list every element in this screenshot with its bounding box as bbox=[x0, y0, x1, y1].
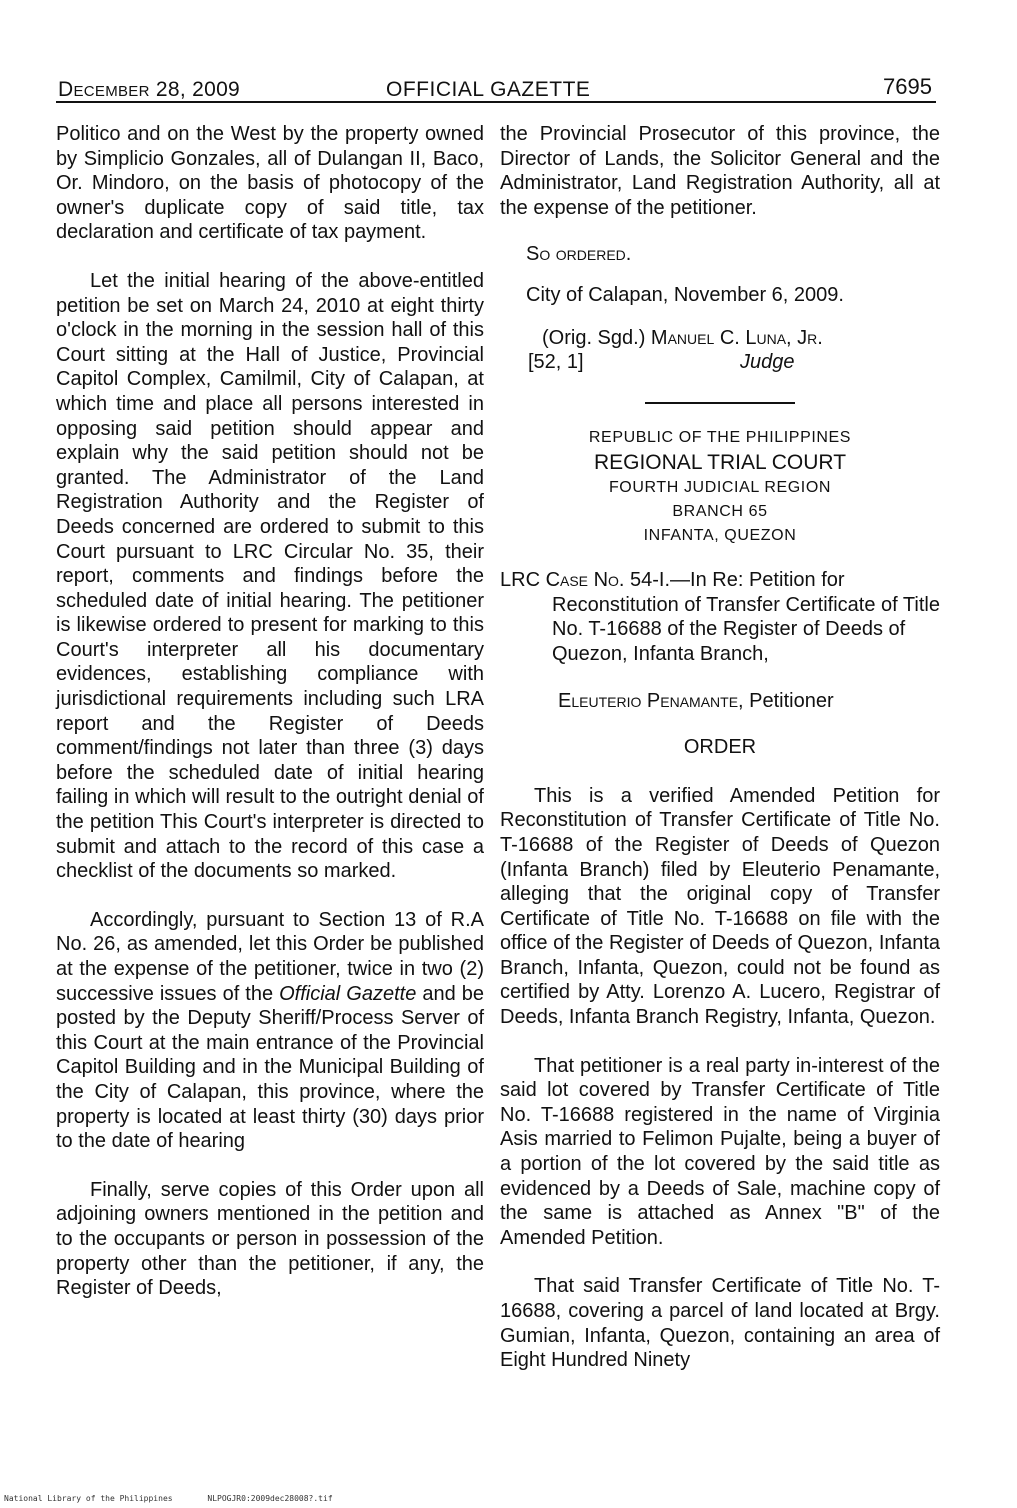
left-paragraph-3-end: and be posted by the Deputy Sheriff/Process Server of this Court at the main entrance of the Provincial Capitol Building and in the Municipal Building of the City of Calapan, this province, where the property is located at least thirty (30) days prior to the date of hearing bbox=[56, 982, 485, 1153]
left-paragraph-2: Let the initial hearing of the above-entitled petition be set on March 24, 2010 at eight thirty o'clock in the morning in the session hall of this Court sitting at the Hall of Justice, Provincial Capitol Complex, Camilmil, City of Calapan, at which time and place all persons interested in opposing said petition should appear and explain why the said petition should not be granted. The Administrator of the Land Registration Authority and the Register of Deeds concerned are ordered to submit to this Court pursuant to LRC Circular No. 35, their report, comments and findings before the scheduled date of initial hearing. The petitioner is likewise ordered to present for marking to this Court's interpreter all his documentary evidences, establishing compliance with jurisdictional requirements including such LRA report and the Register of Deeds comment/findings not later than three (3) days before the scheduled date of initial hearing failing in which will result to the outright denial of the petition This Court's interpreter is directed to submit and attach to the record of this case a checklist of the documents so marked. bbox=[56, 269, 484, 883]
right-paragraph-2: This is a verified Amended Petition for Reconstitution of Transfer Certificate of Title No. T-16688 of the Register of Deeds of Quezon (Infanta Branch) filed by Eleuterio Penamante, alleging that the original copy of Transfer Certificate of Title No. T-16688 on file with the office of the Register of Deeds of Quezon, Infanta Branch, Infanta, Quezon, could not be found as certified by Atty. Lorenzo A. Lucero, Registrar of Deeds, Infanta Branch Registry, Infanta, Quezon. bbox=[500, 784, 940, 1029]
case-description: —In Re: Petition for Reconstitution of Transfer Certificate of Title No. T-16688 of the Register of Deeds of Quezon, Infanta Branch, bbox=[552, 569, 940, 665]
left-paragraph-3 bbox=[56, 908, 484, 1154]
petitioner-name: Eleuterio Penamante bbox=[558, 689, 739, 712]
left-column bbox=[56, 122, 484, 1301]
official-gazette-italic: Official Gazette bbox=[279, 982, 417, 1005]
signature-prefix: (Orig. Sgd.) bbox=[542, 326, 651, 349]
left-paragraph-1: Politico and on the West by the property owned by Simplicio Gonzales, all of Dulangan II, Baco, Or. Mindoro, on the basis of photocopy of the owner's duplicate copy of said title, tax declaration and certificate of tax payment. bbox=[56, 123, 484, 244]
right-column bbox=[500, 122, 940, 1373]
publication-title: OFFICIAL GAZETTE bbox=[386, 78, 591, 101]
case-title bbox=[500, 568, 940, 666]
caption-republic: REPUBLIC OF THE PHILIPPINES bbox=[588, 429, 852, 447]
petitioner-line bbox=[500, 689, 940, 714]
judge-name: Manuel C. Luna, Jr. bbox=[650, 326, 823, 349]
issue-date: December 28, 2009 bbox=[58, 78, 241, 101]
signature-row bbox=[500, 350, 940, 376]
reference-number: [52, 1] bbox=[528, 351, 584, 374]
petitioner-role: , Petitioner bbox=[738, 689, 834, 712]
so-ordered: So ordered. bbox=[526, 243, 632, 266]
place-and-date: City of Calapan, November 6, 2009. bbox=[526, 283, 844, 306]
left-paragraph-4: Finally, serve copies of this Order upon all adjoining owners mentioned in the petition and to the occupants or person in possession of the property other than the petitioner, if any, the Register of Deeds, bbox=[56, 1178, 484, 1300]
caption-region: FOURTH JUDICIAL REGION bbox=[608, 479, 832, 497]
caption-place: INFANTA, QUEZON bbox=[643, 527, 797, 545]
library-credit: National Library of the Philippines bbox=[4, 1494, 173, 1503]
signature-line bbox=[500, 326, 940, 351]
judge-title: Judge bbox=[740, 351, 795, 374]
left-paragraph-3-start: Accordingly, pursuant to Section 13 of R.A No. 26, as amended, let this Order be published at the expense of the petitioner, twice in two (2) successive issues of the bbox=[56, 908, 484, 1005]
order-heading: ORDER bbox=[683, 736, 757, 759]
section-divider bbox=[645, 402, 795, 404]
case-number: LRC Case No. 54-I. bbox=[500, 569, 671, 592]
header-rule bbox=[56, 101, 936, 103]
right-paragraph-3: That petitioner is a real party in-interest of the said lot covered by Transfer Certificate of Title No. T-16688 registered in the name of Virginia Asis married to Felimon Pujalte, being a buyer of a portion of the lot covered by the said title as evidenced by a Deeds of Sale, machine copy of the same is attached as Annex "B" of the Amended Petition. bbox=[500, 1054, 940, 1249]
right-paragraph-4: That said Transfer Certificate of Title No. T-16688, covering a parcel of land located at Brgy. Gumian, Infanta, Quezon, containing an area of Eight Hundred Ninety bbox=[500, 1275, 940, 1372]
scan-filename: NLPOGJR0:2009dec28008?.tif bbox=[207, 1494, 333, 1503]
caption-court: REGIONAL TRIAL COURT bbox=[593, 451, 847, 475]
scan-footer bbox=[4, 1494, 363, 1503]
page-number: 7695 bbox=[883, 74, 932, 99]
right-paragraph-1: the Provincial Prosecutor of this province, the Director of Lands, the Solicitor General and the Administrator, Land Registration Authority, all at the expense of the petitioner. bbox=[500, 123, 940, 219]
caption-branch: BRANCH 65 bbox=[672, 503, 768, 521]
